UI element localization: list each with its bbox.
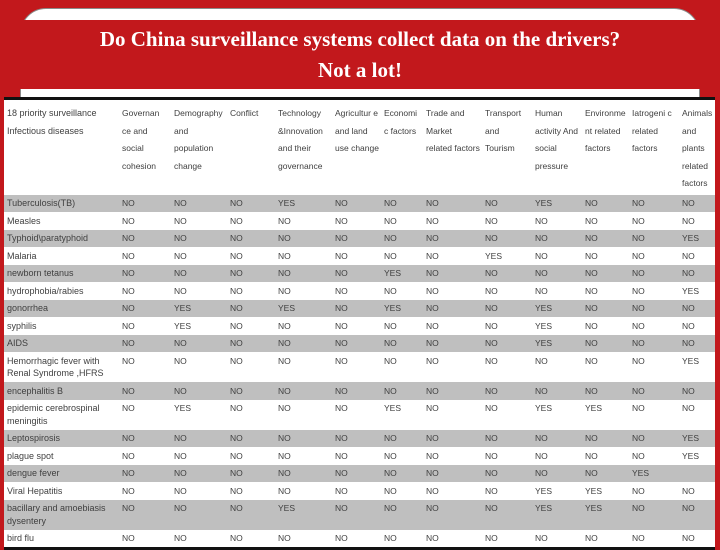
value-cell: NO	[426, 485, 439, 496]
value-cell: NO	[384, 385, 397, 396]
value-cell: NO	[682, 403, 695, 413]
value-cell: NO	[174, 285, 187, 296]
table-row	[4, 447, 715, 465]
value-cell: YES	[682, 233, 700, 243]
value-cell: NO	[585, 303, 598, 313]
column-header: Technology &Innovation and their governance	[275, 99, 332, 195]
table-row	[4, 500, 715, 530]
slide-title-line1: Do China surveillance systems collect data on the drivers?	[99, 27, 621, 51]
table-row	[4, 195, 715, 213]
value-cell: NO	[230, 268, 243, 278]
value-cell: NO	[230, 198, 243, 208]
value-cell: NO	[122, 433, 135, 443]
value-cell: NO	[278, 468, 291, 478]
value-cell: NO	[485, 285, 498, 296]
value-cell: NO	[230, 250, 243, 261]
value-cell: NO	[585, 338, 598, 348]
table-row	[4, 300, 715, 318]
column-header: Economi c factors	[381, 99, 423, 195]
value-cell: YES	[535, 338, 553, 348]
table-body	[4, 195, 715, 549]
table-header	[4, 99, 715, 195]
value-cell: NO	[485, 355, 498, 366]
surveillance-table-container	[4, 97, 715, 550]
value-cell: NO	[174, 233, 187, 243]
value-cell: NO	[278, 268, 291, 278]
table-row	[4, 382, 715, 400]
disease-cell: bacillary and amoebiasis dysentery	[7, 503, 106, 526]
value-cell: NO	[426, 338, 439, 348]
column-header: Conflict	[227, 99, 275, 195]
value-cell: NO	[335, 433, 348, 443]
value-cell: YES	[174, 303, 192, 313]
value-cell: NO	[632, 198, 645, 208]
value-cell: NO	[632, 450, 645, 461]
table-row	[4, 400, 715, 430]
value-cell: NO	[122, 385, 135, 396]
value-cell: NO	[682, 320, 695, 331]
value-cell: NO	[632, 355, 645, 366]
table-row	[4, 482, 715, 500]
value-cell: YES	[278, 198, 296, 208]
disease-cell: Measles	[7, 215, 41, 226]
value-cell: NO	[384, 433, 397, 443]
value-cell: NO	[174, 268, 187, 278]
value-cell: NO	[122, 320, 135, 331]
column-header: Iatrogeni c related factors	[629, 99, 679, 195]
value-cell: NO	[535, 468, 548, 478]
value-cell: NO	[384, 338, 397, 348]
value-cell: YES	[384, 268, 402, 278]
value-cell: NO	[485, 468, 498, 478]
value-cell: NO	[682, 303, 695, 313]
column-header: Agricultur e and land use change	[332, 99, 381, 195]
value-cell: YES	[485, 250, 503, 261]
value-cell: NO	[122, 285, 135, 296]
value-cell: NO	[174, 355, 187, 366]
value-cell: NO	[632, 533, 645, 543]
value-cell: NO	[384, 450, 397, 461]
value-cell: NO	[122, 215, 135, 226]
value-cell: NO	[426, 198, 439, 208]
table-row	[4, 247, 715, 265]
disease-cell: Viral Hepatitis	[7, 485, 63, 496]
value-cell: NO	[384, 198, 397, 208]
column-header: Animals and plants related factors	[679, 99, 715, 195]
value-cell: NO	[122, 303, 135, 313]
value-cell: NO	[335, 450, 348, 461]
value-cell: NO	[632, 320, 645, 331]
value-cell: NO	[585, 233, 598, 243]
value-cell: NO	[278, 250, 291, 261]
value-cell: NO	[122, 355, 135, 366]
disease-cell: gonorrhea	[7, 303, 49, 313]
disease-cell: Hemorrhagic fever with Renal Syndrome ,HFRS	[7, 355, 104, 378]
value-cell: NO	[426, 268, 439, 278]
value-cell: NO	[632, 215, 645, 226]
corner-header: 18 priority surveillance Infectious diseases	[4, 99, 119, 195]
value-cell: NO	[230, 320, 243, 331]
value-cell: NO	[384, 215, 397, 226]
value-cell: NO	[485, 320, 498, 331]
value-cell: NO	[384, 533, 397, 543]
value-cell: YES	[278, 303, 296, 313]
value-cell: NO	[230, 338, 243, 348]
value-cell: NO	[485, 485, 498, 496]
disease-cell: epidemic cerebrospinal meningitis	[7, 403, 100, 426]
value-cell: NO	[278, 355, 291, 366]
value-cell: NO	[174, 503, 187, 513]
value-cell: YES	[682, 285, 700, 296]
value-cell: NO	[485, 198, 498, 208]
disease-cell: plague spot	[7, 450, 54, 461]
value-cell: YES	[535, 303, 553, 313]
value-cell: NO	[535, 233, 548, 243]
value-cell: NO	[632, 250, 645, 261]
value-cell: NO	[174, 198, 187, 208]
value-cell: YES	[535, 485, 553, 496]
value-cell	[679, 465, 715, 483]
disease-cell: hydrophobia/rabies	[7, 285, 84, 296]
value-cell: NO	[535, 285, 548, 296]
value-cell: NO	[585, 533, 598, 543]
value-cell: NO	[585, 250, 598, 261]
value-cell: NO	[585, 385, 598, 396]
value-cell: YES	[682, 433, 700, 443]
disease-cell: bird flu	[7, 533, 35, 543]
value-cell: NO	[230, 403, 243, 413]
table-row	[4, 265, 715, 283]
disease-cell: dengue fever	[7, 468, 60, 478]
value-cell: NO	[335, 250, 348, 261]
value-cell: NO	[585, 355, 598, 366]
value-cell: NO	[426, 233, 439, 243]
value-cell: NO	[230, 215, 243, 226]
value-cell: NO	[632, 485, 645, 496]
value-cell: NO	[335, 468, 348, 478]
value-cell: NO	[485, 450, 498, 461]
value-cell: NO	[485, 303, 498, 313]
value-cell: NO	[426, 533, 439, 543]
value-cell: NO	[485, 215, 498, 226]
disease-cell: encephalitis B	[7, 385, 64, 396]
value-cell: YES	[632, 468, 650, 478]
value-cell: NO	[278, 385, 291, 396]
value-cell: NO	[122, 503, 135, 513]
value-cell: NO	[426, 385, 439, 396]
value-cell: NO	[426, 355, 439, 366]
value-cell: NO	[426, 320, 439, 331]
value-cell: NO	[122, 485, 135, 496]
value-cell: NO	[122, 338, 135, 348]
value-cell: NO	[535, 433, 548, 443]
value-cell: NO	[426, 450, 439, 461]
value-cell: NO	[426, 468, 439, 478]
table-row	[4, 465, 715, 483]
table-row	[4, 352, 715, 382]
value-cell: NO	[485, 533, 498, 543]
disease-cell: Leptospirosis	[7, 433, 61, 443]
value-cell: YES	[585, 485, 603, 496]
value-cell: NO	[384, 250, 397, 261]
value-cell: NO	[230, 355, 243, 366]
value-cell: YES	[535, 320, 553, 331]
value-cell: YES	[535, 198, 553, 208]
value-cell: YES	[278, 503, 296, 513]
value-cell: NO	[585, 450, 598, 461]
value-cell: NO	[485, 403, 498, 413]
value-cell: NO	[122, 533, 135, 543]
value-cell: NO	[632, 433, 645, 443]
value-cell: NO	[230, 503, 243, 513]
value-cell: NO	[174, 468, 187, 478]
value-cell: NO	[426, 433, 439, 443]
value-cell: NO	[335, 215, 348, 226]
value-cell: NO	[335, 303, 348, 313]
value-cell: NO	[682, 485, 695, 496]
value-cell: NO	[485, 233, 498, 243]
value-cell: NO	[585, 268, 598, 278]
column-header: Trade and Market related factors	[423, 99, 482, 195]
value-cell: NO	[632, 385, 645, 396]
slide-title-line2: Not a lot!	[318, 58, 402, 82]
value-cell: NO	[335, 503, 348, 513]
value-cell: YES	[174, 320, 192, 331]
value-cell: NO	[384, 233, 397, 243]
value-cell: NO	[230, 468, 243, 478]
title-banner	[8, 20, 712, 89]
value-cell: NO	[384, 503, 397, 513]
disease-cell: newborn tetanus	[7, 268, 74, 278]
value-cell: NO	[278, 433, 291, 443]
value-cell: NO	[632, 233, 645, 243]
value-cell: NO	[585, 433, 598, 443]
value-cell: NO	[174, 450, 187, 461]
value-cell: NO	[335, 403, 348, 413]
value-cell: NO	[426, 250, 439, 261]
value-cell: NO	[174, 385, 187, 396]
value-cell: NO	[535, 450, 548, 461]
value-cell: NO	[426, 303, 439, 313]
value-cell: NO	[535, 268, 548, 278]
value-cell: NO	[682, 503, 695, 513]
column-header: Environme nt related factors	[582, 99, 629, 195]
value-cell: NO	[585, 320, 598, 331]
value-cell: NO	[278, 338, 291, 348]
value-cell: NO	[174, 338, 187, 348]
value-cell: NO	[632, 338, 645, 348]
value-cell: NO	[426, 503, 439, 513]
value-cell: NO	[230, 285, 243, 296]
value-cell: YES	[585, 403, 603, 413]
value-cell: NO	[485, 338, 498, 348]
table-row	[4, 335, 715, 353]
value-cell: NO	[384, 468, 397, 478]
value-cell: NO	[682, 338, 695, 348]
column-header: Demography and population change	[171, 99, 227, 195]
disease-cell: Tuberculosis(TB)	[7, 198, 76, 208]
header-row	[4, 99, 715, 195]
value-cell: NO	[682, 268, 695, 278]
value-cell: YES	[384, 303, 402, 313]
value-cell: NO	[485, 385, 498, 396]
disease-cell: syphilis	[7, 320, 37, 331]
disease-cell: Malaria	[7, 250, 37, 261]
value-cell: NO	[335, 198, 348, 208]
value-cell: NO	[122, 403, 135, 413]
value-cell: NO	[426, 285, 439, 296]
table-row	[4, 230, 715, 248]
surveillance-table	[4, 97, 715, 550]
value-cell: NO	[335, 268, 348, 278]
value-cell: NO	[278, 233, 291, 243]
value-cell: NO	[122, 468, 135, 478]
value-cell: NO	[535, 385, 548, 396]
value-cell: NO	[632, 503, 645, 513]
value-cell: NO	[535, 215, 548, 226]
column-header: Transport and Tourism	[482, 99, 532, 195]
value-cell: NO	[230, 485, 243, 496]
column-header: Governan ce and social cohesion	[119, 99, 171, 195]
value-cell: NO	[632, 403, 645, 413]
value-cell: NO	[632, 285, 645, 296]
value-cell: NO	[335, 533, 348, 543]
value-cell: NO	[174, 215, 187, 226]
column-header: Human activity And social pressure	[532, 99, 582, 195]
value-cell: NO	[335, 485, 348, 496]
value-cell: NO	[335, 285, 348, 296]
value-cell: NO	[485, 503, 498, 513]
value-cell: NO	[682, 385, 695, 396]
value-cell: NO	[585, 285, 598, 296]
value-cell: NO	[335, 385, 348, 396]
value-cell: NO	[585, 468, 598, 478]
table-row	[4, 430, 715, 448]
value-cell: NO	[230, 303, 243, 313]
value-cell: NO	[278, 450, 291, 461]
table-row	[4, 317, 715, 335]
table-row	[4, 282, 715, 300]
value-cell: NO	[230, 233, 243, 243]
value-cell: YES	[535, 403, 553, 413]
value-cell: NO	[585, 215, 598, 226]
value-cell: NO	[278, 215, 291, 226]
value-cell: NO	[384, 355, 397, 366]
value-cell: NO	[682, 215, 695, 226]
value-cell: NO	[535, 250, 548, 261]
value-cell: YES	[174, 403, 192, 413]
table-row	[4, 212, 715, 230]
value-cell: NO	[384, 285, 397, 296]
value-cell: NO	[682, 250, 695, 261]
disease-cell: AIDS	[7, 338, 29, 348]
value-cell: NO	[632, 303, 645, 313]
value-cell: NO	[122, 198, 135, 208]
value-cell: YES	[384, 403, 402, 413]
value-cell: NO	[384, 320, 397, 331]
value-cell: NO	[535, 533, 548, 543]
value-cell: NO	[278, 285, 291, 296]
value-cell: NO	[174, 433, 187, 443]
value-cell: NO	[174, 533, 187, 543]
value-cell: NO	[682, 198, 695, 208]
value-cell: NO	[278, 320, 291, 331]
value-cell: NO	[278, 403, 291, 413]
value-cell: NO	[335, 320, 348, 331]
value-cell: NO	[122, 450, 135, 461]
value-cell: NO	[335, 355, 348, 366]
value-cell: NO	[122, 268, 135, 278]
value-cell: NO	[535, 355, 548, 366]
value-cell: NO	[632, 268, 645, 278]
value-cell: NO	[485, 268, 498, 278]
disease-cell: Typhoid\paratyphoid	[7, 233, 89, 243]
value-cell: NO	[174, 485, 187, 496]
value-cell: YES	[535, 503, 553, 513]
value-cell: NO	[335, 338, 348, 348]
table-row	[4, 530, 715, 549]
value-cell: NO	[485, 433, 498, 443]
value-cell: NO	[335, 233, 348, 243]
value-cell: YES	[585, 503, 603, 513]
value-cell: NO	[230, 533, 243, 543]
value-cell: NO	[278, 485, 291, 496]
value-cell: NO	[230, 385, 243, 396]
value-cell: NO	[122, 233, 135, 243]
value-cell: NO	[384, 485, 397, 496]
value-cell: NO	[585, 198, 598, 208]
value-cell: NO	[682, 533, 695, 543]
value-cell: NO	[426, 403, 439, 413]
value-cell: NO	[230, 433, 243, 443]
value-cell: YES	[682, 355, 700, 366]
value-cell: NO	[122, 250, 135, 261]
value-cell: NO	[426, 215, 439, 226]
value-cell: NO	[174, 250, 187, 261]
value-cell: YES	[682, 450, 700, 461]
value-cell: NO	[278, 533, 291, 543]
value-cell: NO	[230, 450, 243, 461]
